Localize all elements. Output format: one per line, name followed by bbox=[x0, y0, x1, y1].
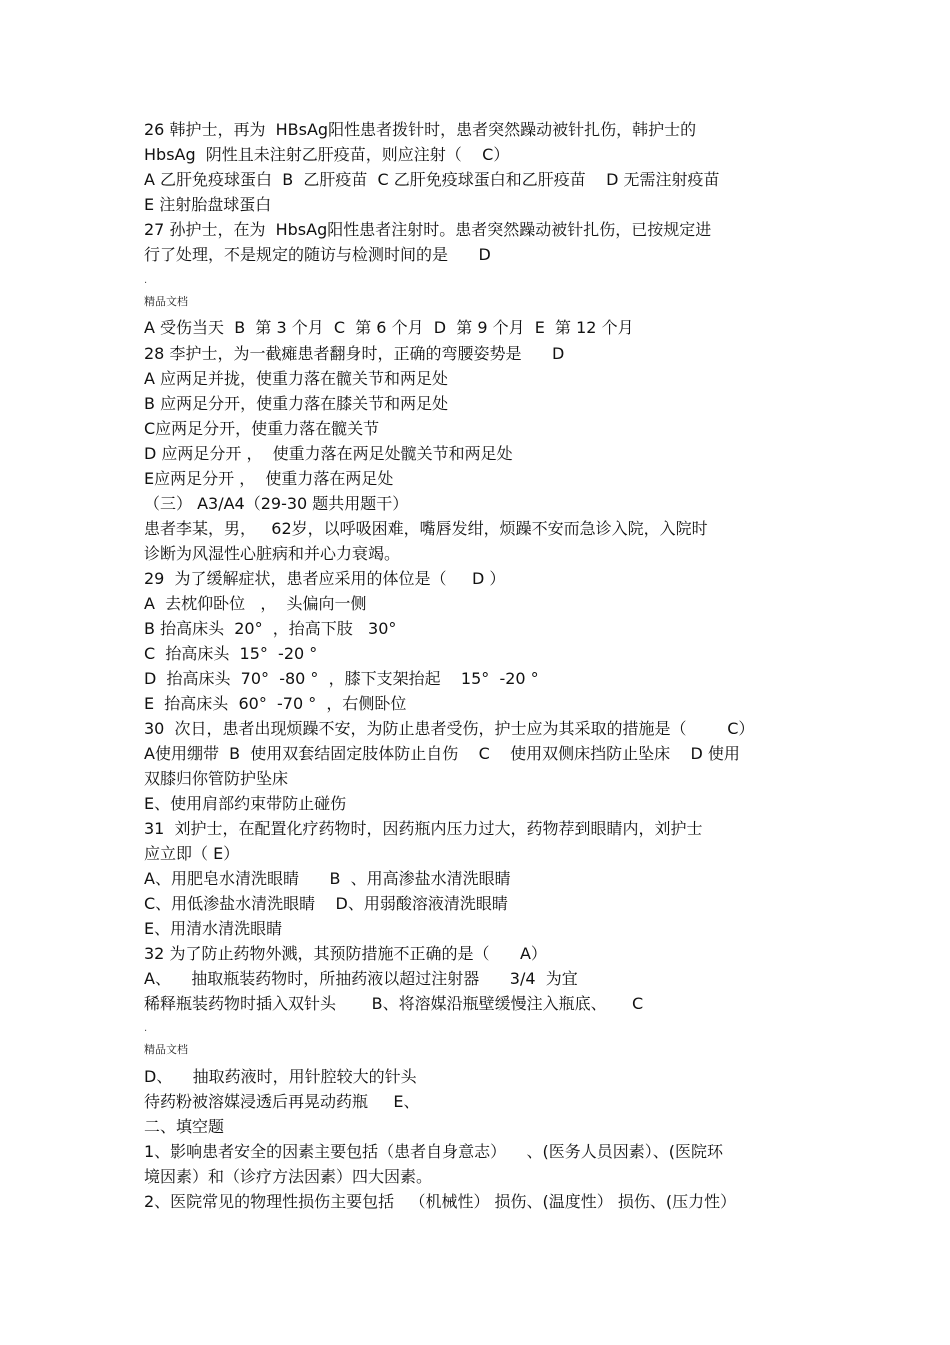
text-line: 应立即（ E） bbox=[144, 844, 240, 863]
section-heading: 二、填空题 bbox=[144, 1117, 225, 1136]
text-line: HbsAg 阴性且未注射乙肝疫苗，则应注射（ C） bbox=[144, 145, 510, 164]
text-line: 1、影响患者安全的因素主要包括（患者自身意志） 、(医务人员因素）、(医院环 bbox=[144, 1142, 724, 1161]
text-line: 双膝归你管防护坠床 bbox=[144, 769, 289, 788]
text-line: C 抬高床头 15° -20 ° bbox=[144, 644, 318, 663]
text-line: 2、医院常见的物理性损伤主要包括 （机械性） 损伤、(温度性） 损伤、(压力性） bbox=[144, 1192, 737, 1211]
section-heading: （三） A3/A4（29-30 题共用题干） bbox=[144, 494, 409, 513]
text-line: 诊断为风湿性心脏病和并心力衰竭。 bbox=[144, 544, 401, 563]
text-line: D 抬高床头 70° -80 ° ，膝下支架抬起 15° -20 ° bbox=[144, 669, 539, 688]
text-line: A使用绷带 B 使用双套结固定肢体防止自伤 C 使用双侧床挡防止坠床 D 使用 bbox=[144, 744, 740, 763]
text-line: A、用肥皂水清洗眼睛 B 、用高渗盐水清洗眼睛 bbox=[144, 869, 511, 888]
text-line: B 应两足分开，使重力落在膝关节和两足处 bbox=[144, 394, 449, 413]
text-line: 患者李某，男， 62岁，以呼吸困难，嘴唇发绀，烦躁不安而急诊入院，入院时 bbox=[144, 519, 708, 538]
text-line: E、使用肩部约束带防止碰伤 bbox=[144, 794, 347, 813]
separator-dot: . bbox=[144, 275, 148, 286]
text-line: 行了处理，不是规定的随访与检测时间的是 D bbox=[144, 245, 491, 264]
text-line: 境因素）和（诊疗方法因素）四大因素。 bbox=[144, 1167, 433, 1186]
text-line: 28 李护士，为一截瘫患者翻身时，正确的弯腰姿势是 D bbox=[144, 344, 565, 363]
text-line: A、 抽取瓶装药物时，所抽药液以超过注射器 3/4 为宜 bbox=[144, 969, 578, 988]
text-line: 32 为了防止药物外溅，其预防措施不正确的是（ A） bbox=[144, 944, 547, 963]
separator-dot: . bbox=[144, 1023, 148, 1034]
text-line: E、用清水清洗眼睛 bbox=[144, 919, 283, 938]
watermark-label: 精品文档 bbox=[144, 1043, 188, 1056]
text-line: D、 抽取药液时，用针腔较大的针头 bbox=[144, 1067, 417, 1086]
text-line: C、用低渗盐水清洗眼睛 D、用弱酸溶液清洗眼睛 bbox=[144, 894, 508, 913]
text-line: A 受伤当天 B 第 3 个月 C 第 6 个月 D 第 9 个月 E 第 12 个月 bbox=[144, 318, 634, 337]
watermark-label: 精品文档 bbox=[144, 295, 188, 308]
text-line: C应两足分开，使重力落在髋关节 bbox=[144, 419, 380, 438]
text-line: 待药粉被溶媒浸透后再晃动药瓶 E、 bbox=[144, 1092, 420, 1111]
text-line: 29 为了缓解症状，患者应采用的体位是（ D ） bbox=[144, 569, 506, 588]
text-line: D 应两足分开 ， 使重力落在两足处髋关节和两足处 bbox=[144, 444, 513, 463]
text-line: B 抬高床头 20° ，抬高下肢 30° bbox=[144, 619, 397, 638]
text-line: A 去枕仰卧位 ， 头偏向一侧 bbox=[144, 594, 367, 613]
text-line: A 乙肝免疫球蛋白 B 乙肝疫苗 C 乙肝免疫球蛋白和乙肝疫苗 D 无需注射疫苗 bbox=[144, 170, 720, 189]
text-line: E 抬高床头 60° -70 ° ，右侧卧位 bbox=[144, 694, 407, 713]
text-line: 30 次日，患者出现烦躁不安，为防止患者受伤，护士应为其采取的措施是（ C） bbox=[144, 719, 755, 738]
text-line: 31 刘护士，在配置化疗药物时，因药瓶内压力过大，药物荐到眼睛内，刘护士 bbox=[144, 819, 703, 838]
text-line: 27 孙护士，在为 HbsAg阳性患者注射时。患者突然躁动被针扎伤，已按规定进 bbox=[144, 220, 712, 239]
text-line: A 应两足并拢，使重力落在髋关节和两足处 bbox=[144, 369, 449, 388]
text-line: 稀释瓶装药物时插入双针头 B、将溶媒沿瓶壁缓慢注入瓶底、 C bbox=[144, 994, 644, 1013]
text-line: E应两足分开 ， 使重力落在两足处 bbox=[144, 469, 394, 488]
text-line: E 注射胎盘球蛋白 bbox=[144, 195, 272, 214]
text-line: 26 韩护士，再为 HBsAg阳性患者拨针时，患者突然躁动被针扎伤，韩护士的 bbox=[144, 120, 697, 139]
